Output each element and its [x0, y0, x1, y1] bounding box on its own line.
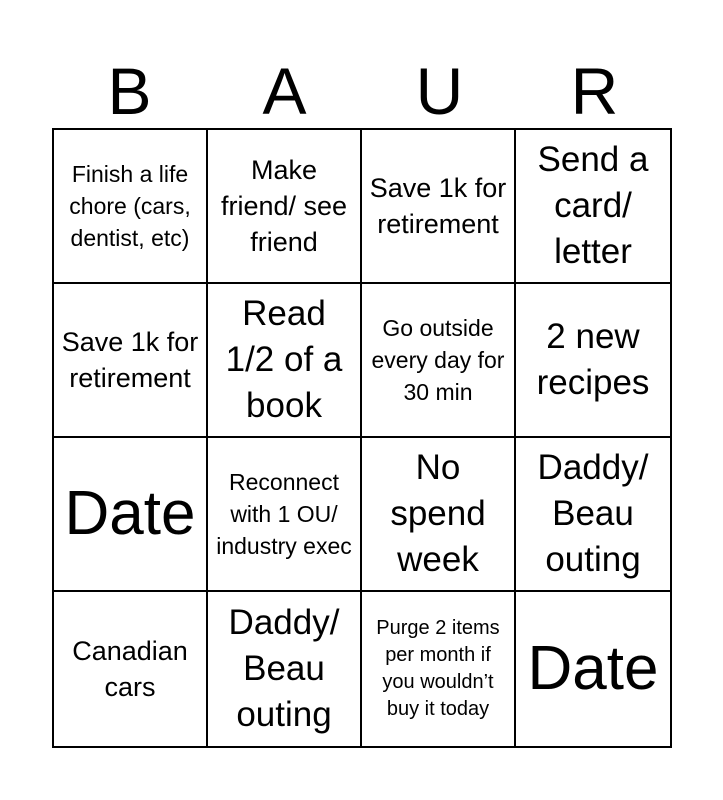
cell-text: Canadian cars: [72, 636, 188, 702]
bingo-cell-r2c4[interactable]: [516, 284, 670, 438]
cell-text: Make friend/ see friend: [220, 155, 348, 257]
cell-text: Save 1k for retirement: [61, 327, 199, 393]
cell-text: Daddy/ Beau outing: [228, 603, 340, 734]
cell-text: Finish a life chore (cars, dentist, etc): [69, 161, 191, 251]
bingo-cell-r3c4[interactable]: [516, 438, 670, 592]
bingo-board: [52, 128, 672, 748]
cell-text: Read 1/2 of a book: [225, 294, 343, 425]
bingo-cell-r4c1[interactable]: [54, 592, 208, 746]
bingo-cell-r4c4[interactable]: [516, 592, 670, 746]
cell-text: No spend week: [390, 448, 486, 579]
cell-text: Date: [527, 634, 659, 703]
cell-text: 2 new recipes: [536, 317, 650, 402]
bingo-title: [52, 55, 672, 127]
cell-text: Go outside every day for 30 min: [371, 315, 505, 405]
bingo-cell-r3c1[interactable]: [54, 438, 208, 592]
title-letter-1: B: [107, 54, 152, 128]
title-letter-2: A: [262, 54, 307, 128]
bingo-cell-r1c2[interactable]: [208, 130, 362, 284]
bingo-cell-r4c3[interactable]: [362, 592, 516, 746]
bingo-cell-r2c3[interactable]: [362, 284, 516, 438]
bingo-cell-r4c2[interactable]: [208, 592, 362, 746]
bingo-cell-r1c3[interactable]: [362, 130, 516, 284]
cell-text: Reconnect with 1 OU/ industry exec: [216, 469, 352, 559]
title-letter-3: U: [415, 54, 464, 128]
cell-text: Send a card/ letter: [537, 140, 649, 271]
bingo-cell-r1c4[interactable]: [516, 130, 670, 284]
bingo-cell-r1c1[interactable]: [54, 130, 208, 284]
bingo-cell-r3c3[interactable]: [362, 438, 516, 592]
cell-text: Purge 2 items per month if you wouldn’t buy it today: [376, 617, 500, 720]
bingo-cell-r3c2[interactable]: [208, 438, 362, 592]
cell-text: Date: [64, 479, 196, 548]
cell-text: Daddy/ Beau outing: [537, 448, 649, 579]
bingo-cell-r2c1[interactable]: [54, 284, 208, 438]
bingo-cell-r2c2[interactable]: [208, 284, 362, 438]
title-letter-4: R: [570, 54, 619, 128]
cell-text: Save 1k for retirement: [369, 173, 507, 239]
